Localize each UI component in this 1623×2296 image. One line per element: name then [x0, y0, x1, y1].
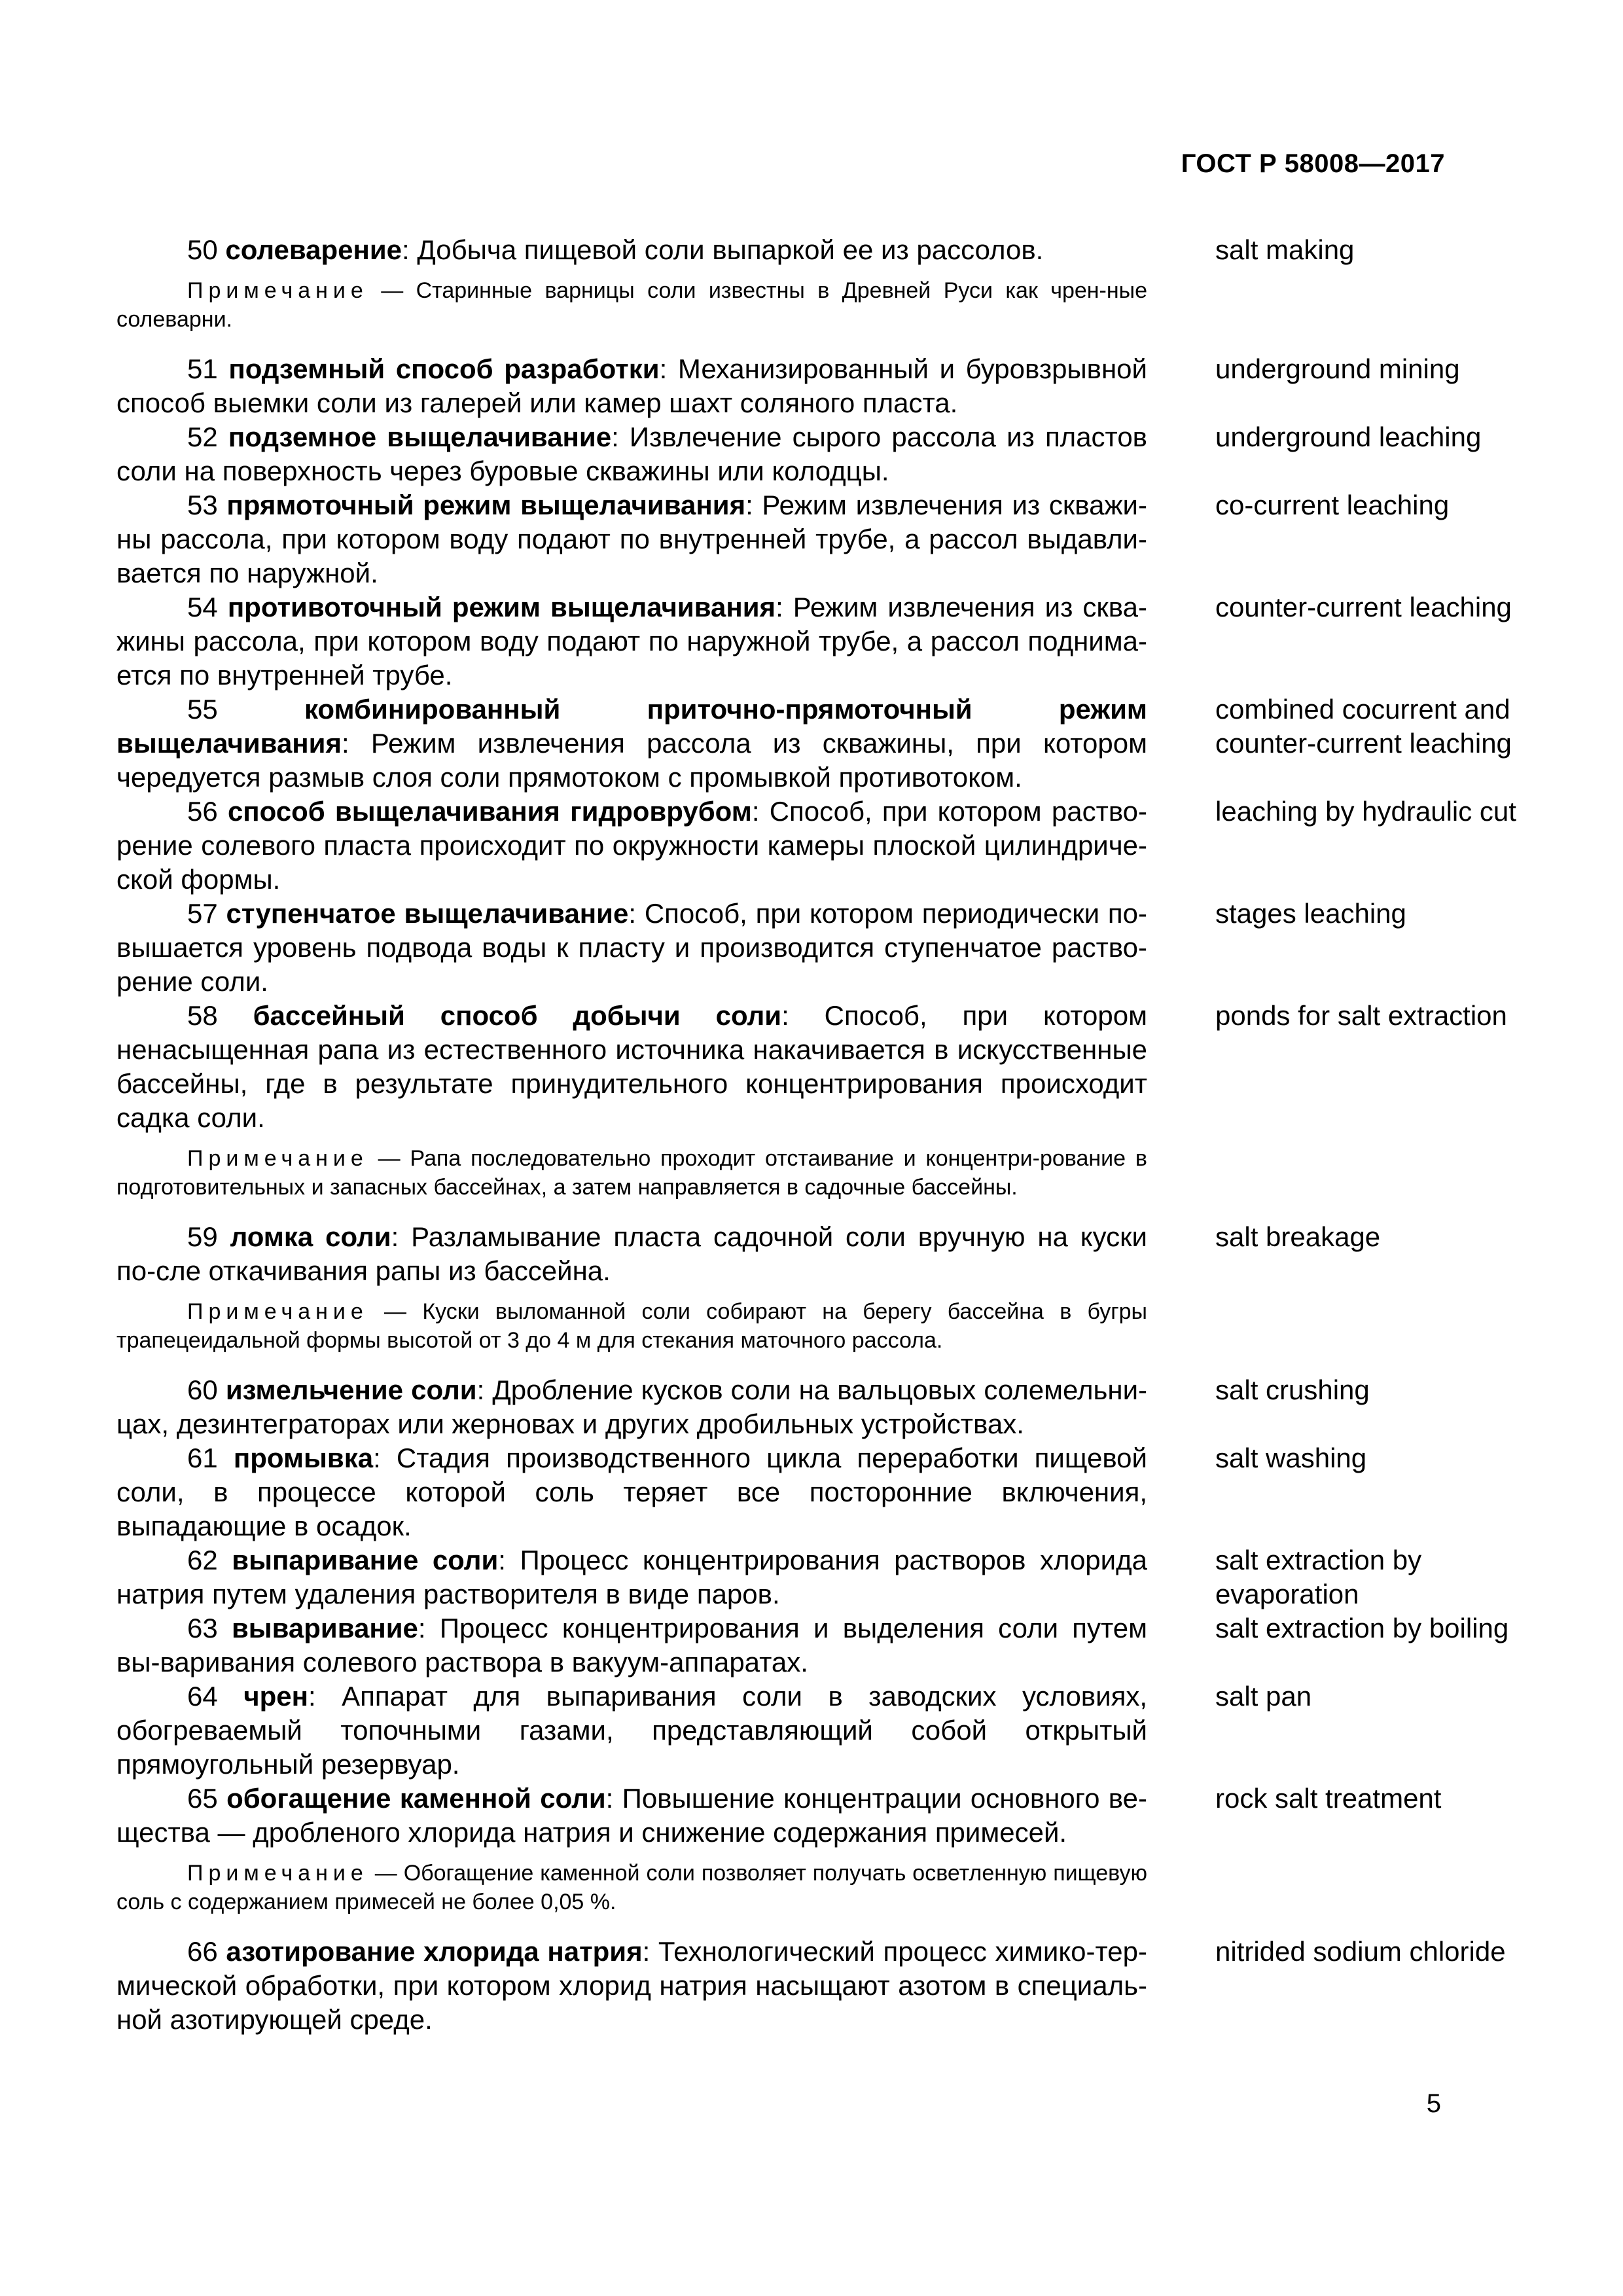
term-name: вываривание — [231, 1613, 418, 1643]
term-definition — [116, 1611, 1147, 1679]
term-number: 60 — [187, 1374, 218, 1405]
term-definition — [116, 488, 1147, 590]
terms-list — [116, 233, 1516, 2037]
term-entry — [116, 1782, 1526, 1850]
term-definition-text: : Аппарат для выпаривания соли в заводских условиях, обогреваемый топочными газами, представляющий собой открытый прямоугольный резервуар. — [116, 1681, 1147, 1780]
term-definition — [116, 1679, 1147, 1782]
english-equivalent: co-current leaching — [1215, 490, 1450, 520]
note-text: — Куски выломанной соли собирают на берегу бассейна в бугры трапецеидальной формы высотой от 3 до 4 м для стекания маточного рассола. — [116, 1299, 1147, 1353]
term-entry — [116, 1441, 1526, 1543]
term-definition — [116, 590, 1147, 692]
term-definition-text: : Дробление кусков соли на вальцовых солемельни-цах, дезинтеграторах или жерновах и других дробильных устройствах. — [116, 1374, 1148, 1439]
term-name: прямоточный режим выщелачивания — [226, 490, 746, 520]
term-name: чрен — [243, 1681, 308, 1712]
term-name: подземное выщелачивание — [228, 422, 612, 452]
english-equivalent: salt pan — [1215, 1681, 1312, 1712]
term-number: 50 — [187, 234, 218, 265]
term-definition-text: : Извлечение сырого рассола из пластов соли на поверхность через буровые скважины или колодцы. — [116, 422, 1147, 486]
note-text: — Обогащение каменной соли позволяет получать осветленную пищевую соль с содержанием примесей не более 0,05 %. — [116, 1861, 1147, 1914]
term-number: 62 — [187, 1545, 218, 1575]
term-number: 63 — [187, 1613, 218, 1643]
note-label: Примечание — [187, 1861, 368, 1886]
term-definition — [116, 692, 1147, 795]
english-equivalent: leaching by hydraulic cut — [1215, 796, 1516, 827]
note-label: Примечание — [187, 1299, 368, 1324]
term-name: азотирование хлорида натрия — [226, 1936, 643, 1967]
term-definition-text: : Разламывание пласта садочной соли вручную на куски по-сле откачивания рапы из бассейна. — [116, 1221, 1147, 1286]
term-number: 51 — [187, 353, 218, 384]
term-entry — [116, 692, 1526, 795]
term-name: ступенчатое выщелачивание — [226, 898, 629, 929]
term-entry — [116, 1935, 1526, 2037]
term-definition — [116, 420, 1147, 488]
term-definition-text: : Процесс концентрирования и выделения соли путем вы-варивания солевого раствора в вакуум-аппаратах. — [116, 1613, 1148, 1677]
term-definition — [116, 897, 1147, 999]
term-entry — [116, 590, 1526, 692]
term-name: противоточный режим выщелачивания — [227, 592, 776, 622]
term-number: 58 — [187, 1000, 218, 1031]
term-definition-text: : Режим извлечения из сква-жины рассола, при котором воду подают по наружной трубе, а рассол поднима-ется по внутренней трубе. — [116, 592, 1147, 691]
english-equivalent: salt extraction by evaporation — [1215, 1545, 1422, 1609]
term-entry — [116, 1679, 1526, 1782]
note — [116, 1297, 1147, 1355]
term-name: выпаривание соли — [232, 1545, 499, 1575]
term-definition — [116, 1373, 1147, 1441]
term-entry — [116, 897, 1526, 999]
term-definition-text: : Процесс концентрирования растворов хлорида натрия путем удаления растворителя в виде паров. — [116, 1545, 1147, 1609]
term-number: 64 — [187, 1681, 218, 1712]
term-definition — [116, 1543, 1147, 1611]
english-equivalent: stages leaching — [1215, 898, 1406, 929]
term-number: 54 — [187, 592, 218, 622]
term-definition — [116, 1441, 1147, 1543]
term-entry — [116, 1220, 1526, 1288]
english-equivalent: salt breakage — [1215, 1221, 1381, 1252]
term-definition — [116, 999, 1147, 1135]
term-definition — [116, 1220, 1147, 1288]
english-equivalent: salt making — [1215, 234, 1355, 265]
term-entry — [116, 488, 1526, 590]
term-definition-text: : Технологический процесс химико-тер-мической обработки, при котором хлорид натрия насыщают азотом в специаль-ной азотирующей среде. — [116, 1936, 1147, 2035]
term-definition — [116, 233, 1147, 267]
term-entry — [116, 233, 1526, 267]
english-equivalent: underground mining — [1215, 353, 1460, 384]
term-number: 66 — [187, 1936, 218, 1967]
term-name: комбинированный приточно-прямоточный режим выщелачивания — [116, 694, 1147, 759]
term-definition-text: : Режим извлечения из скважи-ны рассола, при котором воду подают по внутренней трубе, а рассол выдавли-вается по наружной. — [116, 490, 1147, 588]
term-number: 61 — [187, 1443, 218, 1473]
term-number: 53 — [187, 490, 218, 520]
term-entry — [116, 999, 1526, 1135]
term-name: способ выщелачивания гидроврубом — [227, 796, 752, 827]
note-label: Примечание — [187, 1146, 368, 1171]
term-definition — [116, 1782, 1147, 1850]
term-name: подземный способ разработки — [228, 353, 660, 384]
english-equivalent: salt extraction by boiling — [1215, 1613, 1509, 1643]
note-text: — Рапа последовательно проходит отстаивание и концентри-рование в подготовительных и запасных бассейнах, а затем направляется в садочные бассейны. — [116, 1146, 1147, 1200]
term-definition-text: : Способ, при котором раство-рение солевого пласта происходит по окружности камеры плоской цилиндриче-ской формы. — [116, 796, 1148, 895]
term-number: 59 — [187, 1221, 218, 1252]
term-definition-text: : Добыча пищевой соли выпаркой ее из рассолов. — [402, 234, 1044, 265]
term-name: промывка — [233, 1443, 374, 1473]
term-definition-text: : Способ, при котором периодически по-вышается уровень подвода воды к пласту и производится ступенчатое раство-рение соли. — [116, 898, 1147, 997]
term-number: 56 — [187, 796, 218, 827]
term-name: обогащение каменной соли — [226, 1783, 606, 1814]
english-equivalent: counter-current leaching — [1215, 592, 1512, 622]
term-definition-text: : Способ, при котором ненасыщенная рапа из естественного источника накачивается в искусственные бассейны, где в результате принудительного концентрирования происходит садка соли. — [116, 1000, 1147, 1133]
term-number: 55 — [187, 694, 218, 725]
standard-header: ГОСТ Р 58008—2017 — [1181, 149, 1445, 178]
term-entry — [116, 1611, 1526, 1679]
english-equivalent: ponds for salt extraction — [1215, 1000, 1507, 1031]
english-equivalent: rock salt treatment — [1215, 1783, 1442, 1814]
term-definition-text: : Повышение концентрации основного ве-щества — дробленого хлорида натрия и снижение содержания примесей. — [116, 1783, 1147, 1848]
term-name: бассейный способ добычи соли — [253, 1000, 782, 1031]
term-entry — [116, 352, 1526, 420]
english-equivalent: salt washing — [1215, 1443, 1367, 1473]
note — [116, 276, 1147, 334]
term-name: солеварение — [225, 234, 402, 265]
english-equivalent: combined cocurrent and counter-current leaching — [1215, 694, 1512, 759]
english-equivalent: salt crushing — [1215, 1374, 1370, 1405]
term-entry — [116, 795, 1526, 897]
note-label: Примечание — [187, 278, 368, 303]
term-entry — [116, 1373, 1526, 1441]
term-definition-text: : Механизированный и буровзрывной способ выемки соли из галерей или камер шахт соляного пласта. — [116, 353, 1147, 418]
note — [116, 1144, 1147, 1202]
page-number: 5 — [1426, 2089, 1441, 2118]
term-number: 57 — [187, 898, 218, 929]
term-entry — [116, 420, 1526, 488]
term-definition — [116, 1935, 1147, 2037]
term-definition — [116, 795, 1147, 897]
term-definition-text: : Стадия производственного цикла переработки пищевой соли, в процессе которой соль теряет все посторонние включения, выпадающие в осадок. — [116, 1443, 1147, 1541]
term-number: 52 — [187, 422, 218, 452]
english-equivalent: underground leaching — [1215, 422, 1482, 452]
term-name: ломка соли — [230, 1221, 391, 1252]
term-definition — [116, 352, 1147, 420]
english-equivalent: nitrided sodium chloride — [1215, 1936, 1506, 1967]
note — [116, 1859, 1147, 1916]
term-name: измельчение соли — [225, 1374, 477, 1405]
term-entry — [116, 1543, 1526, 1611]
term-definition-text: : Режим извлечения рассола из скважины, при котором чередуется размыв слоя соли прямотоком с промывкой противотоком. — [116, 728, 1147, 793]
note-text: — Старинные варницы соли известны в Древней Руси как чрен-ные солеварни. — [116, 278, 1147, 332]
term-number: 65 — [187, 1783, 218, 1814]
